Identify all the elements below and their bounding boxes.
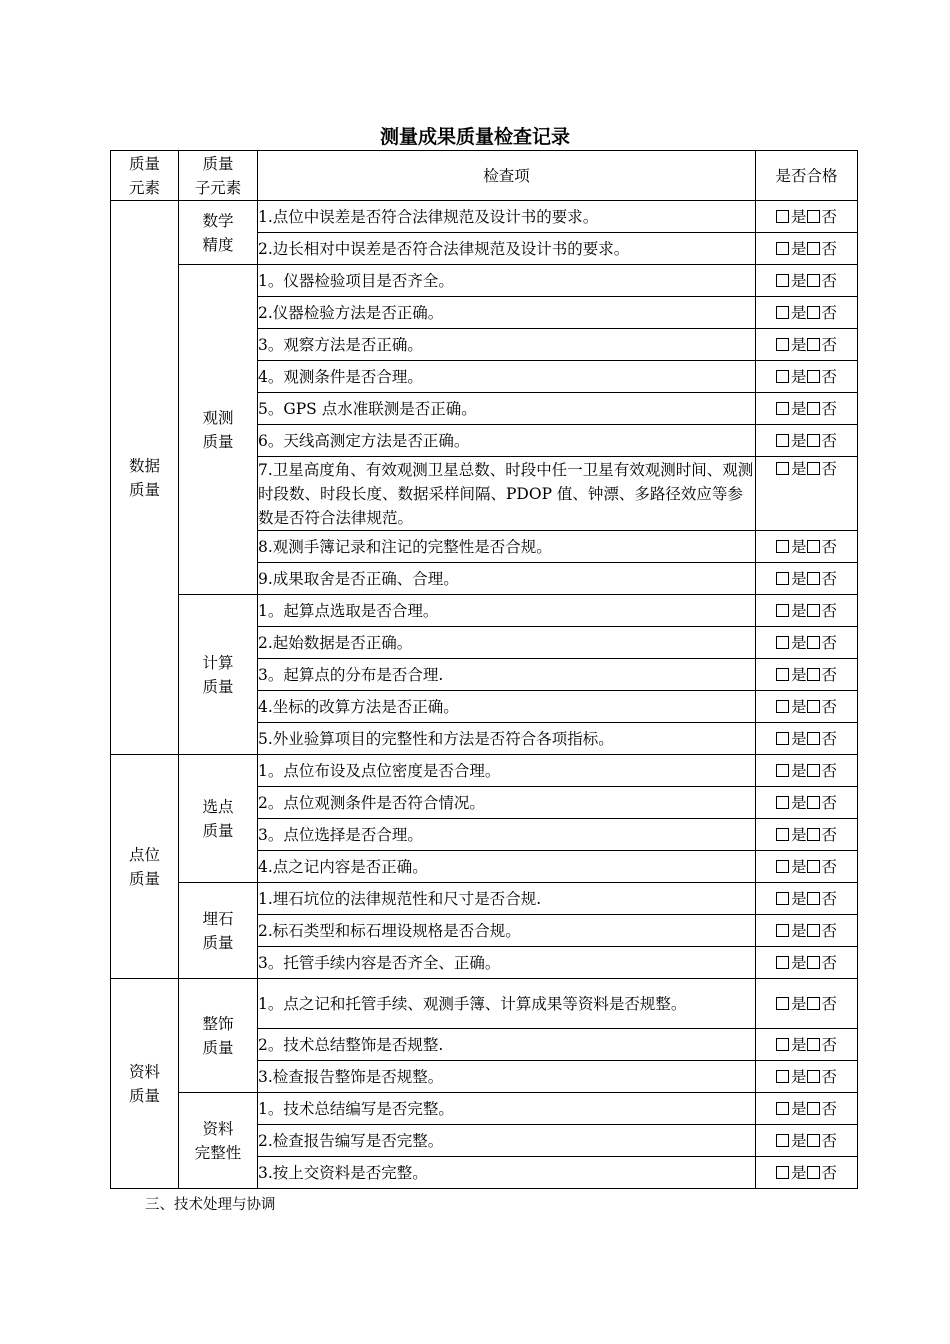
table-row (111, 755, 858, 787)
subelement-cell: 计算 质量 (179, 595, 258, 755)
yes-option[interactable]: 是 (776, 954, 807, 972)
checkbox-icon[interactable] (807, 997, 820, 1010)
no-option[interactable]: 否 (807, 858, 838, 876)
pass-options (756, 659, 858, 691)
no-option[interactable]: 否 (807, 730, 838, 748)
no-option[interactable]: 否 (807, 368, 838, 386)
check-item: 2.边长相对中误差是否符合法律规范及设计书的要求。 (258, 233, 756, 265)
subelement-cell: 选点 质量 (179, 755, 258, 883)
yes-option[interactable]: 是 (776, 304, 807, 322)
pass-options (756, 787, 858, 819)
no-option[interactable]: 否 (807, 304, 838, 322)
pass-options (756, 1029, 858, 1061)
yes-option[interactable]: 是 (776, 922, 807, 940)
yes-option[interactable]: 是 (776, 730, 807, 748)
no-option[interactable]: 否 (807, 698, 838, 716)
table-header-row (111, 151, 858, 201)
yes-option[interactable]: 是 (776, 1100, 807, 1118)
check-item: 2。技术总结整饰是否规整. (258, 1029, 756, 1061)
no-option[interactable]: 否 (807, 1164, 838, 1182)
checkbox-icon[interactable] (807, 1134, 820, 1147)
checkbox-icon[interactable] (776, 210, 789, 223)
checkbox-icon[interactable] (807, 828, 820, 841)
quality-check-table (110, 150, 858, 1189)
pass-options (756, 563, 858, 595)
checkbox-icon[interactable] (807, 1102, 820, 1115)
no-option[interactable]: 否 (807, 666, 838, 684)
element-cell: 资料 质量 (111, 979, 179, 1189)
checkbox-icon[interactable] (776, 572, 789, 585)
check-item: 1。点位布设及点位密度是否合理。 (258, 755, 756, 787)
pass-options (756, 691, 858, 723)
check-item: 3。起算点的分布是否合理. (258, 659, 756, 691)
pass-options (756, 627, 858, 659)
check-item: 2.标石类型和标石埋设规格是否合规。 (258, 915, 756, 947)
yes-option[interactable]: 是 (776, 460, 807, 478)
checkbox-icon[interactable] (776, 604, 789, 617)
table-row (111, 201, 858, 233)
footer-text: 三、技术处理与协调 (145, 1197, 276, 1213)
check-item: 2.仪器检验方法是否正确。 (258, 297, 756, 329)
check-item: 2。点位观测条件是否符合情况。 (258, 787, 756, 819)
checkbox-icon[interactable] (807, 210, 820, 223)
yes-option[interactable]: 是 (776, 1132, 807, 1150)
yes-option[interactable]: 是 (776, 826, 807, 844)
yes-option[interactable]: 是 (776, 602, 807, 620)
check-item: 2.起始数据是否正确。 (258, 627, 756, 659)
checkbox-icon[interactable] (807, 892, 820, 905)
yes-option[interactable]: 是 (776, 368, 807, 386)
pass-options (756, 393, 858, 425)
yes-option[interactable]: 是 (776, 538, 807, 556)
checkbox-icon[interactable] (776, 732, 789, 745)
pass-options (756, 883, 858, 915)
pass-options (756, 233, 858, 265)
checkbox-icon[interactable] (776, 668, 789, 681)
yes-option[interactable]: 是 (776, 858, 807, 876)
check-item: 4.点之记内容是否正确。 (258, 851, 756, 883)
pass-options (756, 425, 858, 457)
checkbox-icon[interactable] (807, 604, 820, 617)
checkbox-icon[interactable] (776, 860, 789, 873)
no-option[interactable]: 否 (807, 400, 838, 418)
subelement-cell: 观测 质量 (179, 265, 258, 595)
checkbox-icon[interactable] (776, 402, 789, 415)
no-option[interactable]: 否 (807, 538, 838, 556)
check-item: 3。托管手续内容是否齐全、正确。 (258, 947, 756, 979)
checkbox-icon[interactable] (776, 462, 789, 475)
checkbox-icon[interactable] (776, 434, 789, 447)
header-check-item: 检查项 (258, 151, 756, 201)
table-row (111, 1093, 858, 1125)
yes-option[interactable]: 是 (776, 1164, 807, 1182)
no-option[interactable]: 否 (807, 794, 838, 812)
yes-option[interactable]: 是 (776, 1036, 807, 1054)
element-cell: 点位 质量 (111, 755, 179, 979)
checkbox-icon[interactable] (776, 892, 789, 905)
check-item: 5.外业验算项目的完整性和方法是否符合各项指标。 (258, 723, 756, 755)
yes-option[interactable]: 是 (776, 634, 807, 652)
no-option[interactable]: 否 (807, 1132, 838, 1150)
check-item: 6。天线高测定方法是否正确。 (258, 425, 756, 457)
checkbox-icon[interactable] (807, 636, 820, 649)
no-option[interactable]: 否 (807, 272, 838, 290)
no-option[interactable]: 否 (807, 1068, 838, 1086)
checkbox-icon[interactable] (776, 242, 789, 255)
checkbox-icon[interactable] (807, 668, 820, 681)
no-option[interactable]: 否 (807, 1036, 838, 1054)
element-cell: 数据 质量 (111, 201, 179, 755)
pass-options (756, 851, 858, 883)
checkbox-icon[interactable] (807, 764, 820, 777)
yes-option[interactable]: 是 (776, 995, 807, 1013)
pass-options (756, 329, 858, 361)
subelement-cell: 整饰 质量 (179, 979, 258, 1093)
check-item: 9.成果取舍是否正确、合理。 (258, 563, 756, 595)
check-item: 1。起算点选取是否合理。 (258, 595, 756, 627)
checkbox-icon[interactable] (807, 338, 820, 351)
check-item: 1.点位中误差是否符合法律规范及设计书的要求。 (258, 201, 756, 233)
yes-option[interactable]: 是 (776, 794, 807, 812)
subelement-cell: 数学 精度 (179, 201, 258, 265)
pass-options (756, 361, 858, 393)
pass-options (756, 1061, 858, 1093)
checkbox-icon[interactable] (807, 306, 820, 319)
checkbox-icon[interactable] (807, 434, 820, 447)
no-option[interactable]: 否 (807, 634, 838, 652)
pass-options (756, 457, 858, 531)
checkbox-icon[interactable] (807, 1038, 820, 1051)
yes-option[interactable]: 是 (776, 762, 807, 780)
table-row (111, 883, 858, 915)
pass-options (756, 1125, 858, 1157)
pass-options (756, 297, 858, 329)
checkbox-icon[interactable] (776, 306, 789, 319)
yes-option[interactable]: 是 (776, 240, 807, 258)
check-item: 5。GPS 点水准联测是否正确。 (258, 393, 756, 425)
pass-options (756, 201, 858, 233)
checkbox-icon[interactable] (807, 796, 820, 809)
no-option[interactable]: 否 (807, 922, 838, 940)
pass-options (756, 755, 858, 787)
check-item: 4.坐标的改算方法是否正确。 (258, 691, 756, 723)
pass-options (756, 531, 858, 563)
yes-option[interactable]: 是 (776, 272, 807, 290)
checkbox-icon[interactable] (776, 338, 789, 351)
no-option[interactable]: 否 (807, 336, 838, 354)
checkbox-icon[interactable] (776, 1038, 789, 1051)
no-option[interactable]: 否 (807, 570, 838, 588)
check-item: 3。点位选择是否合理。 (258, 819, 756, 851)
yes-option[interactable]: 是 (776, 890, 807, 908)
checkbox-icon[interactable] (776, 828, 789, 841)
checkbox-icon[interactable] (776, 700, 789, 713)
no-option[interactable]: 否 (807, 602, 838, 620)
no-option[interactable]: 否 (807, 826, 838, 844)
yes-option[interactable]: 是 (776, 400, 807, 418)
header-pass: 是否合格 (756, 151, 858, 201)
pass-options (756, 915, 858, 947)
check-item: 3.按上交资料是否完整。 (258, 1157, 756, 1189)
table-row (111, 979, 858, 1029)
check-item: 3。观察方法是否正确。 (258, 329, 756, 361)
checkbox-icon[interactable] (807, 462, 820, 475)
pass-options (756, 1157, 858, 1189)
checkbox-icon[interactable] (807, 370, 820, 383)
checkbox-icon[interactable] (776, 956, 789, 969)
checkbox-icon[interactable] (776, 796, 789, 809)
no-option[interactable]: 否 (807, 460, 838, 478)
checkbox-icon[interactable] (776, 636, 789, 649)
check-item: 7.卫星高度角、有效观测卫星总数、时段中任一卫星有效观测时间、观测时段数、时段长度、数据采样间隔、PDOP 值、钟漂、多路径效应等参数是否符合法律规范。 (258, 457, 756, 531)
check-item: 1.埋石坑位的法律规范性和尺寸是否合规. (258, 883, 756, 915)
no-option[interactable]: 否 (807, 995, 838, 1013)
no-option[interactable]: 否 (807, 762, 838, 780)
yes-option[interactable]: 是 (776, 1068, 807, 1086)
checkbox-icon[interactable] (807, 242, 820, 255)
no-option[interactable]: 否 (807, 432, 838, 450)
check-item: 8.观测手簿记录和注记的完整性是否合规。 (258, 531, 756, 563)
checkbox-icon[interactable] (807, 860, 820, 873)
yes-option[interactable]: 是 (776, 208, 807, 226)
checkbox-icon[interactable] (776, 1166, 789, 1179)
yes-option[interactable]: 是 (776, 698, 807, 716)
checkbox-icon[interactable] (807, 402, 820, 415)
checkbox-icon[interactable] (807, 700, 820, 713)
check-item: 2.检查报告编写是否完整。 (258, 1125, 756, 1157)
yes-option[interactable]: 是 (776, 336, 807, 354)
checkbox-icon[interactable] (776, 274, 789, 287)
check-item: 1。技术总结编写是否完整。 (258, 1093, 756, 1125)
checkbox-icon[interactable] (776, 370, 789, 383)
check-item: 1。仪器检验项目是否齐全。 (258, 265, 756, 297)
checkbox-icon[interactable] (807, 572, 820, 585)
checkbox-icon[interactable] (776, 540, 789, 553)
yes-option[interactable]: 是 (776, 432, 807, 450)
pass-options (756, 265, 858, 297)
checkbox-icon[interactable] (807, 1166, 820, 1179)
pass-options (756, 947, 858, 979)
checkbox-icon[interactable] (807, 540, 820, 553)
no-option[interactable]: 否 (807, 240, 838, 258)
checkbox-icon[interactable] (776, 1102, 789, 1115)
checkbox-icon[interactable] (776, 1134, 789, 1147)
pass-options (756, 595, 858, 627)
check-item: 1。点之记和托管手续、观测手簿、计算成果等资料是否规整。 (258, 979, 756, 1029)
yes-option[interactable]: 是 (776, 666, 807, 684)
checkbox-icon[interactable] (776, 764, 789, 777)
no-option[interactable]: 否 (807, 1100, 838, 1118)
pass-options (756, 1093, 858, 1125)
header-subelement: 质量 子元素 (179, 151, 258, 201)
checkbox-icon[interactable] (807, 956, 820, 969)
checkbox-icon[interactable] (776, 1070, 789, 1083)
pass-options (756, 979, 858, 1029)
checkbox-icon[interactable] (807, 924, 820, 937)
checkbox-icon[interactable] (776, 997, 789, 1010)
table-row (111, 595, 858, 627)
subelement-cell: 资料 完整性 (179, 1093, 258, 1189)
pass-options (756, 819, 858, 851)
check-item: 3.检查报告整饰是否规整。 (258, 1061, 756, 1093)
pass-options (756, 723, 858, 755)
checkbox-icon[interactable] (776, 924, 789, 937)
checkbox-icon[interactable] (807, 274, 820, 287)
subelement-cell: 埋石 质量 (179, 883, 258, 979)
page-title: 测量成果质量检查记录 (379, 126, 570, 148)
no-option[interactable]: 否 (807, 954, 838, 972)
header-element: 质量 元素 (111, 151, 179, 201)
checkbox-icon[interactable] (807, 1070, 820, 1083)
no-option[interactable]: 否 (807, 890, 838, 908)
no-option[interactable]: 否 (807, 208, 838, 226)
check-item: 4。观测条件是否合理。 (258, 361, 756, 393)
table-row (111, 265, 858, 297)
checkbox-icon[interactable] (807, 732, 820, 745)
yes-option[interactable]: 是 (776, 570, 807, 588)
